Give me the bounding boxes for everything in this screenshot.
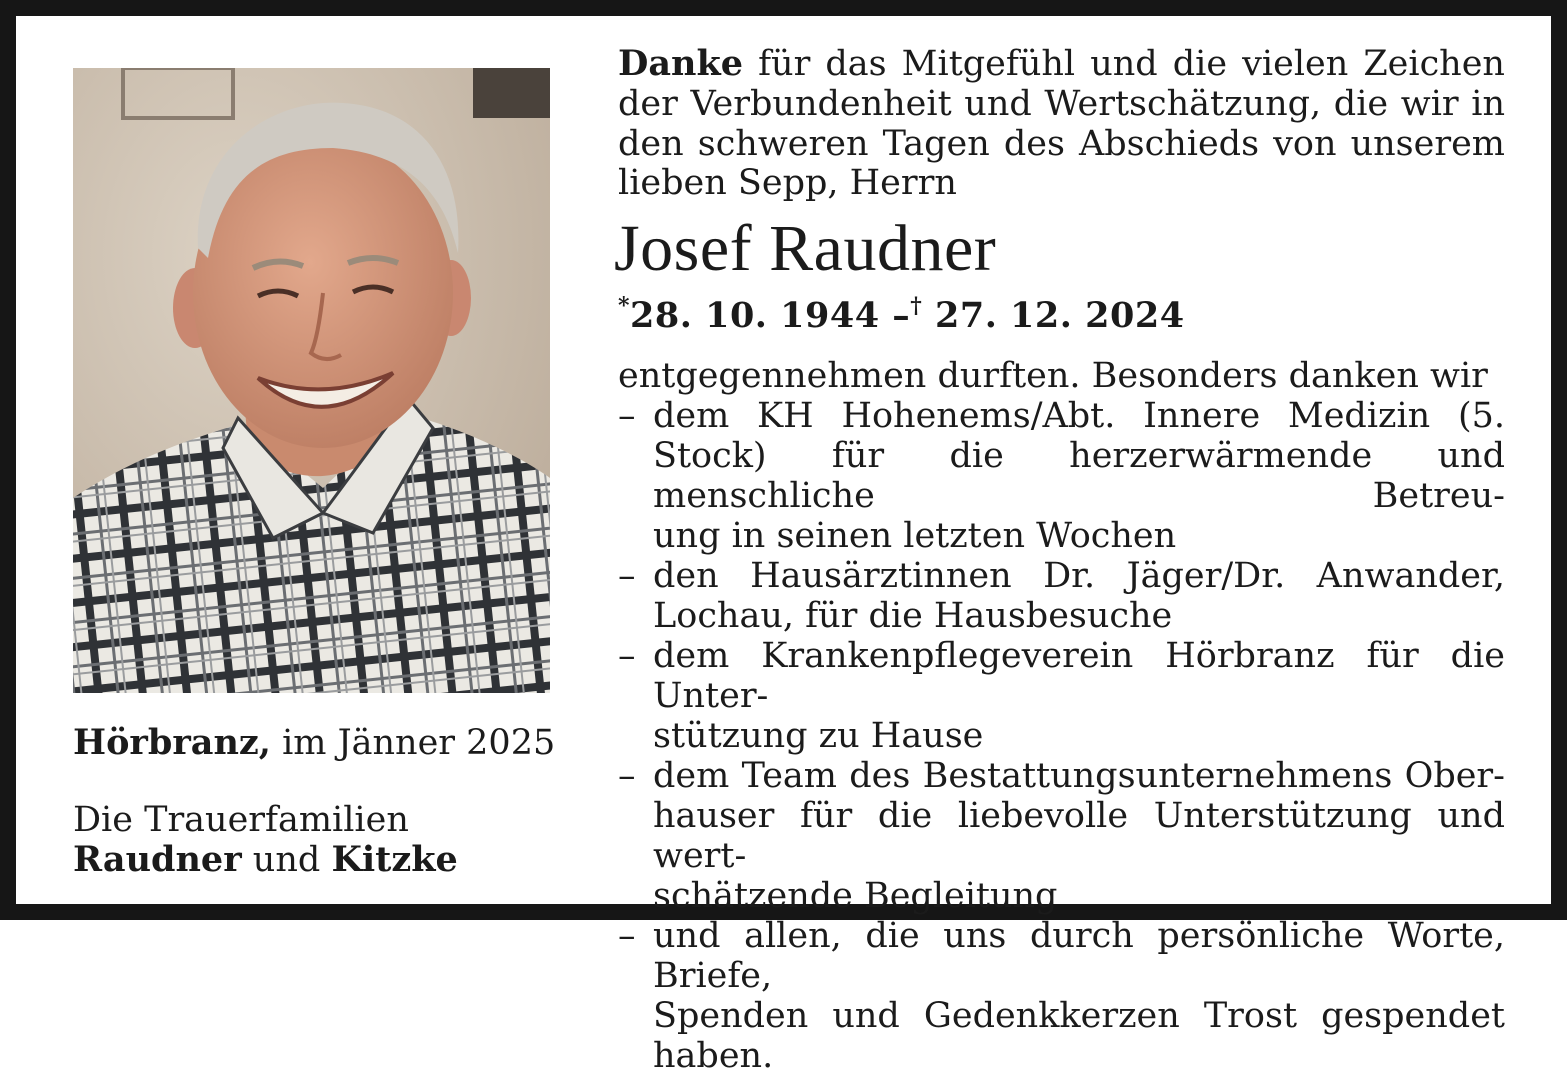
list-item: – dem Krankenpflegeverein Hörbranz für die Unter- stützung zu Hause: [618, 636, 1505, 757]
portrait-photo: [73, 68, 550, 693]
list-dash: –: [618, 636, 636, 677]
life-dates: [618, 286, 1505, 336]
list-dash: –: [618, 916, 636, 957]
date-text: im Jänner 2025: [282, 723, 556, 763]
list-item: – dem KH Hohenems/Abt. Innere Medizin (5. Stock) für die herzerwärmende und menschliche Betreu- ung in seinen letzten Wochen: [618, 396, 1505, 557]
intro-bold: Danke: [618, 43, 743, 84]
family-name-kitzke: Kitzke: [331, 839, 458, 880]
thank-you-text: [614, 43, 1505, 1076]
intro-text: für das Mitgefühl und die vielen Zeichen der Verbundenheit und Wertschätzung, die wir in den schweren Tagen des Abschieds von unserem lieben Sepp, Herrn: [618, 44, 1505, 204]
families-names: [73, 840, 553, 880]
list-item: – und allen, die uns durch persönliche Worte, Briefe, Spenden und Gedenkkerzen Trost gespendet haben.: [618, 916, 1505, 1076]
deceased-name: Josef Raudner: [614, 212, 997, 286]
list-dash: –: [618, 556, 636, 597]
death-date: 27. 12. 2024: [934, 295, 1185, 337]
date-separator: –: [892, 295, 911, 337]
families-label: Die Trauerfamilien: [73, 800, 409, 840]
birth-date: 28. 10. 1944: [630, 295, 880, 337]
place-and-date: [73, 721, 556, 765]
thanks-list: [618, 396, 1505, 1076]
family-name-raudner: Raudner: [73, 839, 242, 880]
families-and: und: [252, 840, 321, 880]
death-symbol: †: [910, 293, 923, 320]
intro-paragraph: [618, 44, 1505, 204]
place-name: Hörbranz,: [73, 722, 271, 763]
list-item: – dem Team des Bestattungsunternehmens Ober- hauser für die liebevolle Unterstützung und wert- schätzende Begleitung: [618, 756, 1505, 917]
mourning-families: [73, 800, 553, 880]
list-item: – den Hausärztinnen Dr. Jäger/Dr. Anwander, Lochau, für die Hausbesuche: [618, 556, 1505, 637]
lead-text: entgegennehmen durften. Besonders danken wir: [618, 356, 1488, 397]
birth-symbol: *: [618, 293, 631, 320]
list-dash: –: [618, 756, 636, 797]
list-dash: –: [618, 396, 636, 437]
